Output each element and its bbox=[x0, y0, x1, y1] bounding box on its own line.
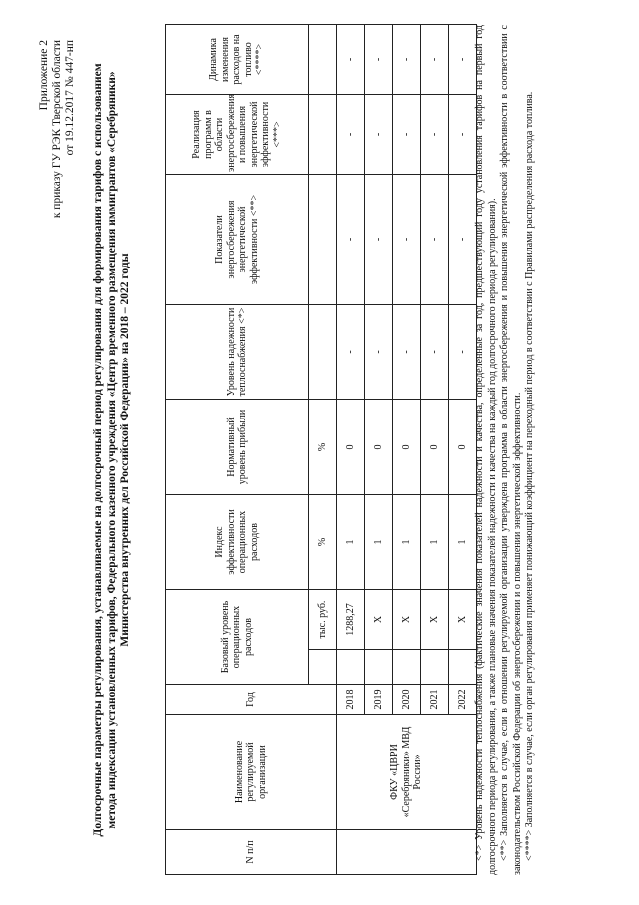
header-index: Индекс эффективности операционных расходов bbox=[166, 495, 309, 590]
empty-cell bbox=[393, 650, 421, 685]
unit-profit: % bbox=[309, 400, 337, 495]
fuel-cell: - bbox=[337, 25, 365, 95]
reliability-cell: - bbox=[421, 305, 449, 400]
fuel-cell: - bbox=[365, 25, 393, 95]
appendix-header bbox=[38, 40, 77, 218]
title-line: Министерства внутренних дел Российской Федерации» на 2018 – 2022 годы bbox=[119, 253, 131, 647]
index-cell: 1 bbox=[449, 495, 477, 590]
profit-cell: 0 bbox=[393, 400, 421, 495]
programs-cell: - bbox=[337, 95, 365, 175]
org-name-cell: ФКУ «ЦВРИ «Серебряники» МВД России» bbox=[337, 715, 477, 830]
profit-cell: 0 bbox=[337, 400, 365, 495]
empty-cell bbox=[309, 95, 337, 175]
energy-cell: - bbox=[449, 175, 477, 305]
energy-cell: - bbox=[421, 175, 449, 305]
header-programs: Реализация программ в области энергосбережения и повышения энергетической эффективности <***> bbox=[166, 95, 309, 175]
year-cell: 2020 bbox=[393, 685, 421, 715]
index-cell: 1 bbox=[365, 495, 393, 590]
header-reliability: Уровень надежности теплоснабжения <*> bbox=[166, 305, 309, 400]
reliability-cell: - bbox=[337, 305, 365, 400]
year-cell: 2019 bbox=[365, 685, 393, 715]
year-cell: 2022 bbox=[449, 685, 477, 715]
appendix-line: к приказу ГУ РЭК Тверской области bbox=[51, 40, 63, 219]
table-header-row bbox=[166, 25, 309, 875]
empty-cell bbox=[309, 305, 337, 400]
row-num-cell bbox=[337, 830, 477, 875]
programs-cell: - bbox=[421, 95, 449, 175]
reliability-cell: - bbox=[365, 305, 393, 400]
index-cell: 1 bbox=[421, 495, 449, 590]
footnote: <**> Заполняется в случае, если в отношении регулируемой организации утверждена программа в области энергосбережения и повышения энергетической эффективности в соответствии с законодательством Российской Федерации об энергосбережении и о повышении энергетической эффективности. bbox=[499, 25, 523, 875]
fuel-cell: - bbox=[393, 25, 421, 95]
profit-cell: 0 bbox=[421, 400, 449, 495]
empty-cell bbox=[309, 25, 337, 95]
base-cell: X bbox=[449, 590, 477, 650]
empty-cell bbox=[449, 650, 477, 685]
header-energy-indicators: Показатели энергосбережения энергетической эффективности <**> bbox=[166, 175, 309, 305]
table-row bbox=[337, 25, 365, 875]
document-title bbox=[92, 25, 133, 875]
year-cell: 2018 bbox=[337, 685, 365, 715]
empty-cell bbox=[421, 650, 449, 685]
base-cell: X bbox=[421, 590, 449, 650]
title-line: метода индексации установленных тарифов, Федерального казенного учреждения «Центр временного размещения иммигрантов «Серебряники» bbox=[105, 71, 118, 829]
base-cell: X bbox=[393, 590, 421, 650]
empty-cell bbox=[365, 650, 393, 685]
energy-cell: - bbox=[337, 175, 365, 305]
parameters-table bbox=[165, 24, 477, 875]
header-year: Год bbox=[166, 685, 337, 715]
programs-cell: - bbox=[449, 95, 477, 175]
header-org: Наименование регулируемой организации bbox=[166, 715, 337, 830]
energy-cell: - bbox=[365, 175, 393, 305]
energy-cell: - bbox=[393, 175, 421, 305]
fuel-cell: - bbox=[421, 25, 449, 95]
footnote: <****> Заполняется в случае, если орган регулирования применяет понижающий коэффициент на переходный период в соответствии с Правилами распределения расхода топлива. bbox=[524, 91, 535, 861]
index-cell: 1 bbox=[337, 495, 365, 590]
header-profit: Нормативный уровень прибыли bbox=[166, 400, 309, 495]
empty-cell bbox=[309, 175, 337, 305]
base-cell: X bbox=[365, 590, 393, 650]
title-line: Долгосрочные параметры регулирования, устанавливаемые на долгосрочный период регулирования для формирования тарифов с использованием bbox=[92, 63, 104, 837]
header-fuel: Динамика изменения расходов на топливо <****> bbox=[166, 25, 309, 95]
header-num: N п/п bbox=[166, 830, 337, 875]
footnote: <*> Уровень надежности теплоснабжения (фактические значения показателей надежности и качества, определенные за год, предшествующий году установления тарифов на первый год долгосрочного периода регулирования, а также плановые значения показателей надежности и качества на каждый год долгосрочного периода регулирования). bbox=[474, 25, 498, 875]
empty-cell bbox=[337, 650, 365, 685]
profit-cell: 0 bbox=[449, 400, 477, 495]
year-cell: 2021 bbox=[421, 685, 449, 715]
appendix-line: Приложение 2 bbox=[38, 40, 50, 111]
unit-index: % bbox=[309, 495, 337, 590]
programs-cell: - bbox=[365, 95, 393, 175]
reliability-cell: - bbox=[449, 305, 477, 400]
programs-cell: - bbox=[393, 95, 421, 175]
unit-base: тыс. руб. bbox=[309, 590, 337, 650]
header-base: Базовый уровень операционных расходов bbox=[166, 590, 309, 685]
footnotes bbox=[474, 25, 537, 875]
fuel-cell: - bbox=[449, 25, 477, 95]
reliability-cell: - bbox=[393, 305, 421, 400]
appendix-line: от 19.12.2017 № 447-нп bbox=[64, 40, 76, 156]
profit-cell: 0 bbox=[365, 400, 393, 495]
empty-cell bbox=[309, 650, 337, 685]
base-cell: 1288,27 bbox=[337, 590, 365, 650]
index-cell: 1 bbox=[393, 495, 421, 590]
